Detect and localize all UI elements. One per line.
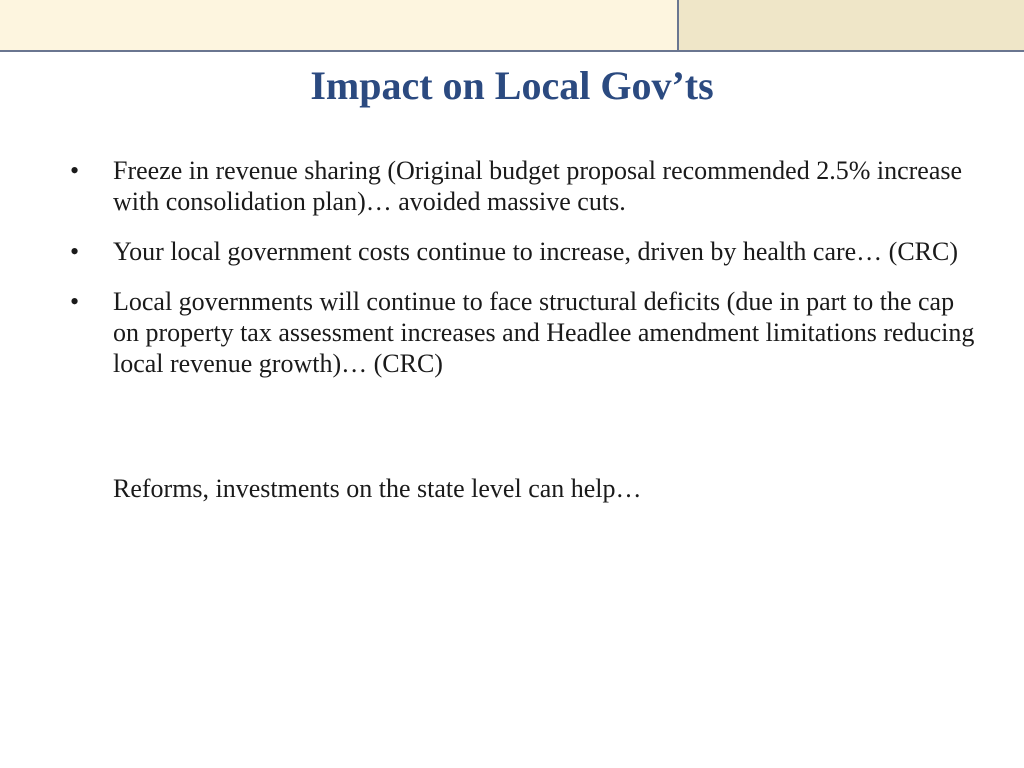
bullet-text: Freeze in revenue sharing (Original budget proposal recommended 2.5% increase with consolidation plan)… avoided massive cuts. bbox=[113, 156, 963, 216]
bullet-icon: • bbox=[70, 287, 80, 316]
bullet-item bbox=[70, 155, 980, 217]
bullet-icon: • bbox=[70, 237, 80, 266]
header-band-left bbox=[0, 0, 677, 50]
header-band bbox=[0, 0, 1024, 50]
bullet-list bbox=[70, 155, 980, 398]
bullet-item bbox=[70, 236, 980, 267]
header-band-right bbox=[679, 0, 1024, 50]
header-rule bbox=[0, 50, 1024, 52]
bullet-icon: • bbox=[70, 156, 80, 185]
bullet-text: Local governments will continue to face structural deficits (due in part to the cap on property tax assessment increases and Headlee amendment limitations reducing local revenue growth)… (CRC) bbox=[113, 287, 975, 378]
bullet-item bbox=[70, 286, 980, 379]
bullet-text: Your local government costs continue to increase, driven by health care… (CRC) bbox=[113, 237, 959, 266]
closing-statement: Reforms, investments on the state level can help… bbox=[113, 474, 642, 503]
slide-title: Impact on Local Gov’ts bbox=[310, 63, 714, 108]
